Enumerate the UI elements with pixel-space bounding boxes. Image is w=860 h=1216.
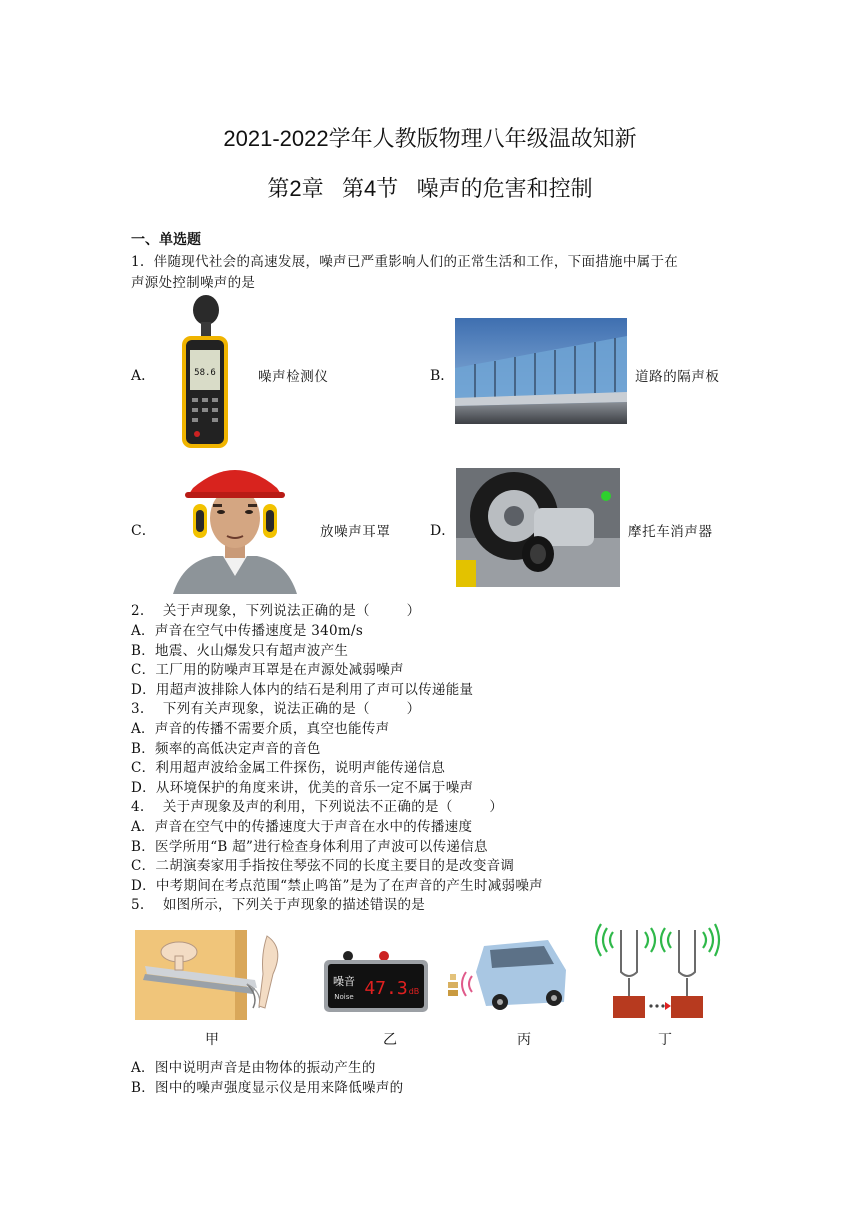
q1-stem-line2: 声源处控制噪声的是 xyxy=(131,275,256,291)
noise-display-image xyxy=(324,950,428,1014)
q4-stem: 4. 关于声现象及声的利用，下列说法不正确的是（ ） xyxy=(131,799,504,815)
display-text2: Noise xyxy=(334,993,354,1001)
q1-option-a-caption: 噪声检测仪 xyxy=(258,369,329,385)
display-unit: dB xyxy=(408,987,420,996)
worker-earmuffs-image xyxy=(163,458,307,594)
q2-option-b: B．地震、火山爆发只有超声波产生 xyxy=(131,643,349,659)
q1-option-b-caption: 道路的隔声板 xyxy=(635,369,720,385)
q1-stem-line1: 1. 伴随现代社会的高速发展，噪声已严重影响人们的正常生活和工作，下面措施中属于在 xyxy=(131,254,679,270)
display-text1: 噪音 xyxy=(333,975,355,988)
motorcycle-muffler-image xyxy=(456,468,620,587)
figure-label-bing: 丙 xyxy=(517,1031,531,1047)
car-parking-sensor-image xyxy=(446,936,572,1014)
q3-option-c: C．利用超声波给金属工件探伤，说明声能传递信息 xyxy=(131,760,446,776)
q2-option-a: A．声音在空气中传播速度是 340m/s xyxy=(131,623,364,639)
sound-level-meter-image xyxy=(174,292,234,452)
q3-option-a: A．声音的传播不需要介质，真空也能传声 xyxy=(131,721,390,737)
section-heading: 一、单选题 xyxy=(131,232,201,248)
q3-option-b: B．频率的高低决定声音的音色 xyxy=(131,741,321,757)
q1-option-c-caption: 放噪声耳罩 xyxy=(320,524,391,540)
q4-option-d: D．中考期间在考点范围“禁止鸣笛”是为了在声音的产生时减弱噪声 xyxy=(131,878,543,894)
q4-option-b: B．医学所用“B 超”进行检查身体利用了声波可以传递信息 xyxy=(131,839,488,855)
q3-option-d: D．从环境保护的角度来讲，优美的音乐一定不属于噪声 xyxy=(131,780,474,796)
q5-option-b: B．图中的噪声强度显示仪是用来降低噪声的 xyxy=(131,1080,404,1096)
figure-label-yi: 乙 xyxy=(383,1031,397,1047)
q1-option-a-letter: A． xyxy=(131,368,156,384)
q1-option-c-letter: C． xyxy=(131,523,156,539)
q5-stem: 5. 如图所示，下列关于声现象的描述错误的是 xyxy=(131,897,426,913)
meter-reading: 58.6 xyxy=(194,368,216,378)
display-value: 47.3 xyxy=(364,978,408,999)
road-noise-barrier-image xyxy=(455,318,627,424)
chapter-title: 第2章 第4节 噪声的危害和控制 xyxy=(267,176,593,201)
q1-option-d-letter: D． xyxy=(430,523,456,539)
q4-option-a: A．声音在空气中的传播速度大于声音在水中的传播速度 xyxy=(131,819,473,835)
tuning-forks-image xyxy=(595,922,721,1020)
ruler-on-table-image xyxy=(135,930,295,1020)
q2-option-d: D．用超声波排除人体内的结石是利用了声可以传递能量 xyxy=(131,682,474,698)
figure-label-ding: 丁 xyxy=(658,1031,672,1047)
q2-option-c: C．工厂用的防噪声耳罩是在声源处减弱噪声 xyxy=(131,662,404,678)
q2-stem: 2. 关于声现象，下列说法正确的是（ ） xyxy=(131,603,421,619)
q3-stem: 3. 下列有关声现象，说法正确的是（ ） xyxy=(131,701,421,717)
q1-option-b-letter: B． xyxy=(430,368,455,384)
q5-option-a: A．图中说明声音是由物体的振动产生的 xyxy=(131,1060,376,1076)
figure-label-jia: 甲 xyxy=(205,1031,219,1047)
q4-option-c: C．二胡演奏家用手指按住琴弦不同的长度主要目的是改变音调 xyxy=(131,858,515,874)
q1-option-d-caption: 摩托车消声器 xyxy=(628,524,713,540)
page-title: 2021-2022学年人教版物理八年级温故知新 xyxy=(223,126,637,151)
